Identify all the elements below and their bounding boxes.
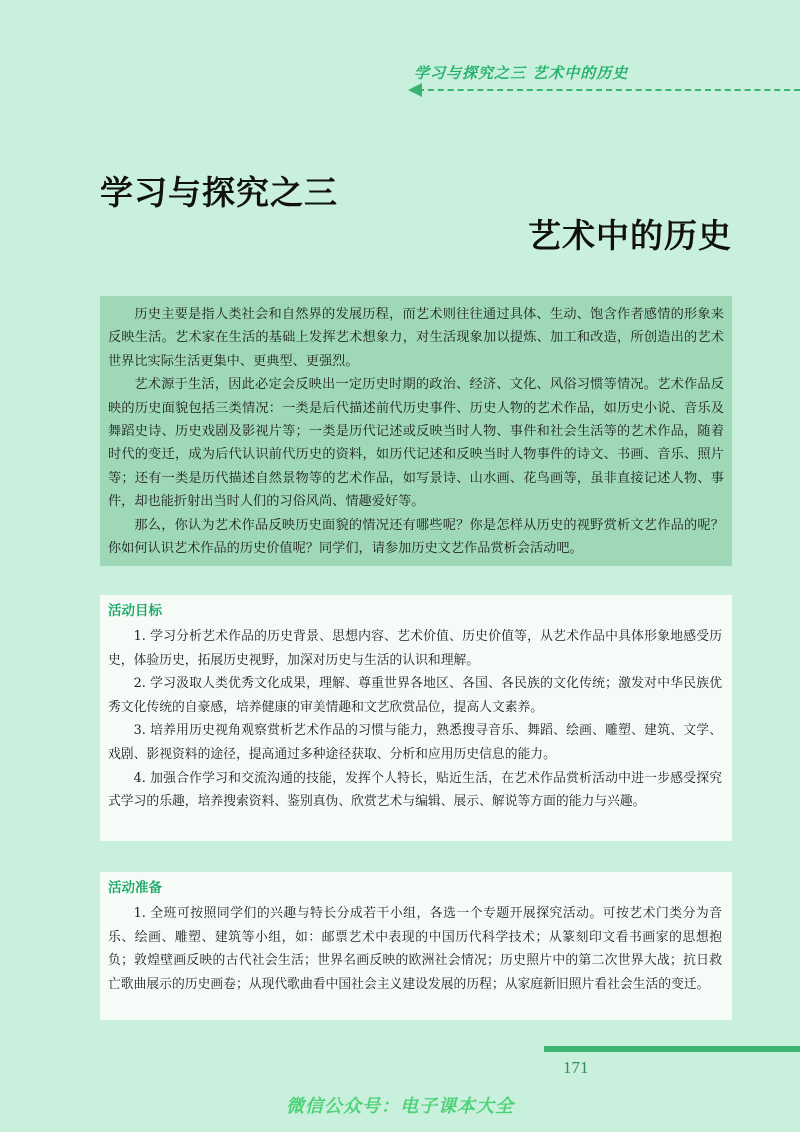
page-subtitle: 艺术中的历史 [528, 216, 732, 255]
running-header [398, 56, 800, 106]
goal-item: 1. 学习分析艺术作品的历史背景、思想内容、艺术价值、历史价值等，从艺术作品中具体形象地感受历史，体验历史，拓展历史视野，加深对历史与生活的认识和理解。 [108, 629, 722, 668]
intro-paragraph: 艺术源于生活，因此必定会反映出一定历史时期的政治、经济、文化、风俗习惯等情况。艺术作品反映的历史面貌包括三类情况：一类是后代描述前代历史事件、历史人物的艺术作品，如历史小说、音乐及舞蹈史诗、历史戏剧及影视片等；一类是历代记述或反映当时人物、事件和社会生活等的艺术作品，随着时代的变迁，成为后代认识前代历史的资料，如历代记述和反映当时人物事件的诗文、书画、音乐、照片等；还有一类是历代描述自然景物等的艺术作品，如写景诗、山水画、花鸟画等，虽非直接记述人物、事件，却也能折射出当时人们的习俗风尚、情趣爱好等。 [108, 377, 724, 510]
activity-goals-heading: 活动目标 [108, 603, 162, 619]
running-title: 学习与探究之三 艺术中的历史 [414, 64, 629, 82]
header-divider [418, 89, 800, 91]
intro-paragraph: 历史主要是指人类社会和自然界的发展历程，而艺术则往往通过具体、生动、饱含作者感情的形象来反映生活。艺术家在生活的基础上发挥艺术想象力，对生活现象加以提炼、加工和改造，所创造出的艺术世界比实际生活更集中、更典型、更强烈。 [108, 307, 724, 369]
activity-goals-card [100, 595, 732, 841]
prep-item: 1. 全班可按照同学们的兴趣与特长分成若干小组，各选一个专题开展探究活动。可按艺术门类分为音乐、绘画、雕塑、建筑等小组，如：邮票艺术中表现的中国历代科学技术；从篆刻印文看书画家的思想抱负；敦煌壁画反映的古代社会生活；世界名画反映的欧洲社会情况；历史照片中的第二次世界大战；抗日救亡歌曲展示的历史画卷；从现代歌曲看中国社会主义建设发展的历程；从家庭新旧照片看社会生活的变迁。 [108, 906, 722, 992]
activity-prep-heading: 活动准备 [108, 880, 162, 896]
goal-item: 2. 学习汲取人类优秀文化成果，理解、尊重世界各地区、各国、各民族的文化传统；激发对中华民族优秀文化传统的自豪感，培养健康的审美情趣和文艺欣赏品位，提高人文素养。 [108, 676, 722, 715]
page-title: 学习与探究之三 [100, 173, 338, 212]
watermark: 微信公众号：电子课本大全 [286, 1096, 514, 1117]
goal-item: 3. 培养用历史视角观察赏析艺术作品的习惯与能力，熟悉搜寻音乐、舞蹈、绘画、雕塑、建筑、文学、戏剧、影视资料的途径，提高通过多种途径获取、分析和应用历史信息的能力。 [108, 723, 722, 762]
intro-paragraph: 那么，你认为艺术作品反映历史面貌的情况还有哪些呢？你是怎样从历史的视野赏析文艺作品的呢？你如何认识艺术作品的历史价值呢？同学们，请参加历史文艺作品赏析会活动吧。 [108, 517, 724, 557]
footer-bar [544, 1046, 800, 1052]
goal-item: 4. 加强合作学习和交流沟通的技能，发挥个人特长，贴近生活，在艺术作品赏析活动中进一步感受探究式学习的乐趣，培养搜索资料、鉴别真伪、欣赏艺术与编辑、展示、解说等方面的能力与兴趣。 [108, 770, 722, 810]
page-number: 171 [563, 1058, 589, 1077]
activity-prep-card [100, 872, 732, 1020]
intro-box [100, 296, 732, 566]
